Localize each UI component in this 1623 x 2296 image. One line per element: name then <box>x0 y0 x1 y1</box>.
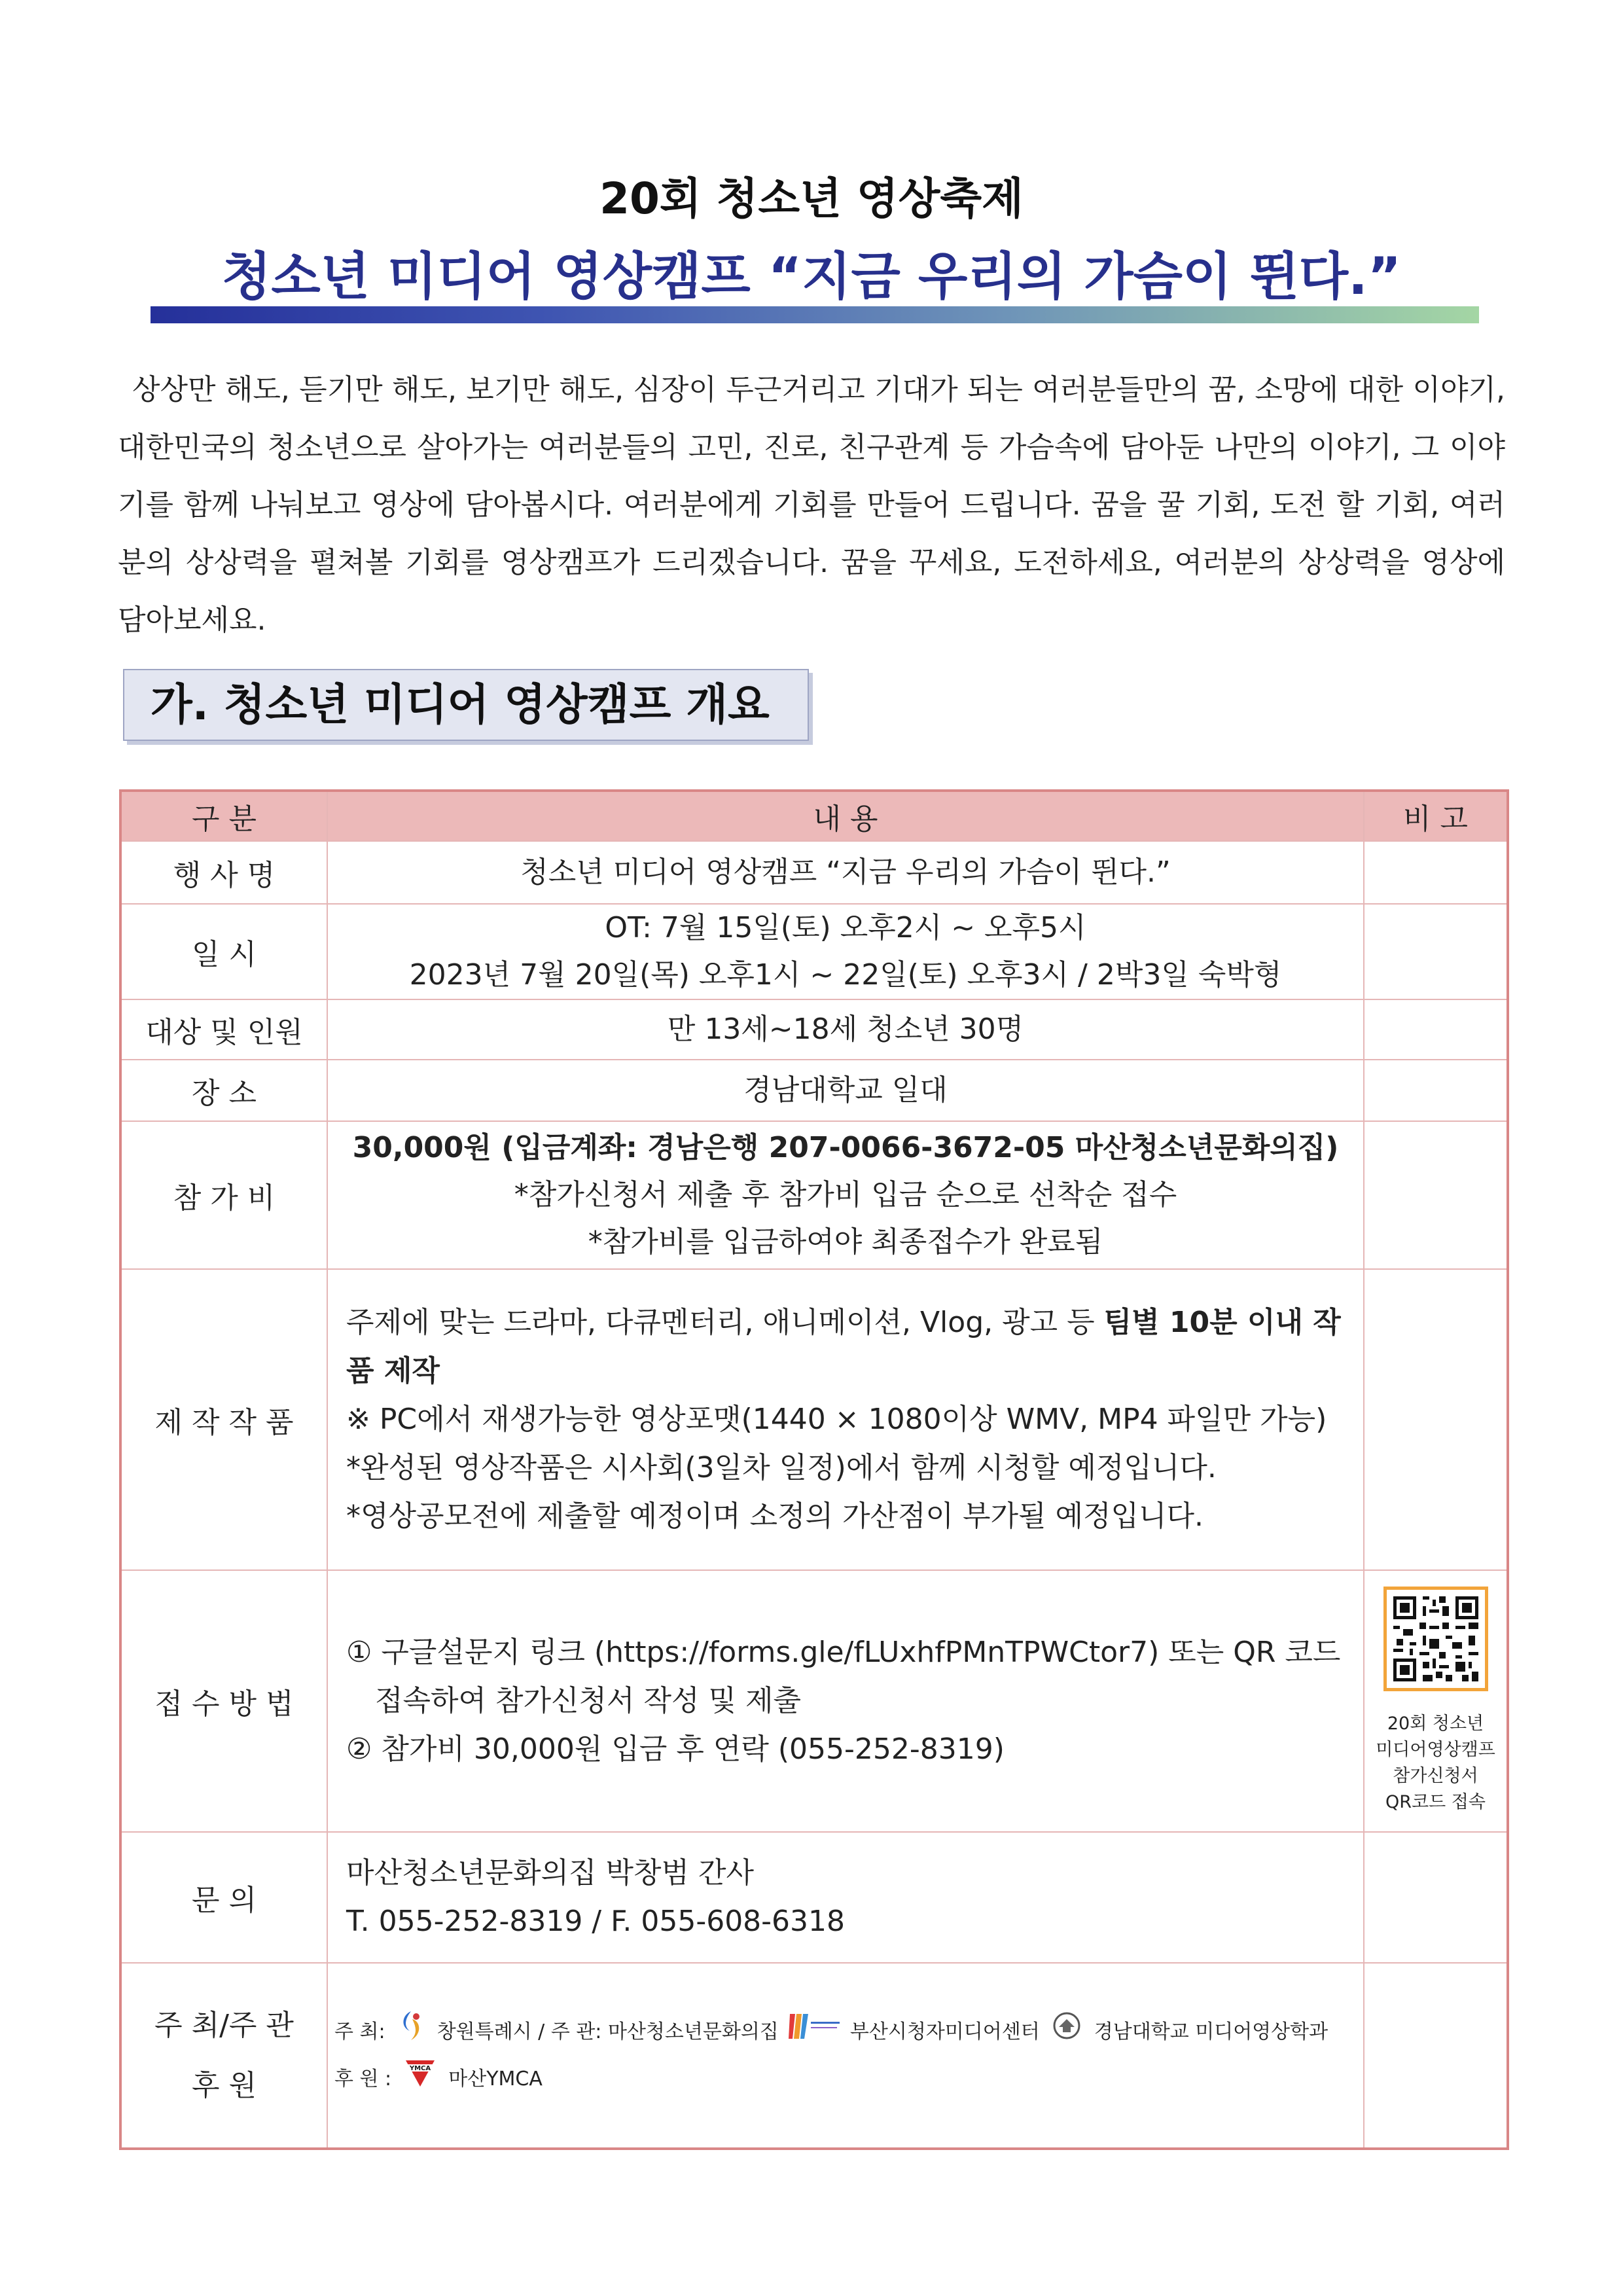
note-cell <box>1364 1963 1508 2149</box>
label-target: 대상 및 인원 <box>120 999 327 1060</box>
note-cell <box>1364 999 1508 1060</box>
label-place: 장 소 <box>120 1060 327 1121</box>
note-cell <box>1364 1121 1508 1269</box>
table-row-inquiry <box>120 1832 1508 1963</box>
overview-table <box>119 789 1509 2150</box>
section-heading: 가. 청소년 미디어 영상캠프 개요 <box>123 669 809 741</box>
label-sponsor: 후 원 <box>192 2068 257 2102</box>
table-row-organizers <box>120 1963 1508 2149</box>
schedule-ot: OT: 7월 15일(토) 오후2시 ~ 오후5시 <box>605 911 1086 944</box>
label-fee: 참 가 비 <box>120 1121 327 1269</box>
page-title: 20회 청소년 영상축제 <box>599 173 1024 224</box>
qr-caption-2: 미디어영상캠프 <box>1376 1740 1495 1760</box>
header-note: 비 고 <box>1364 791 1508 841</box>
inquiry-contact: 마산청소년문화의집 박창범 간사 <box>346 1856 755 1890</box>
media-center-logo-icon <box>786 2009 842 2056</box>
application-step-1: ① 구글설문지 링크 (https://forms.gle/fLUxhfPMnTPWCtor7) 또는 QR 코드 접속하여 참가신청서 작성 및 제출 <box>346 1636 1341 1717</box>
production-note-1: *완성된 영상작품은 시사회(3일차 일정)에서 함께 시청할 예정입니다. <box>346 1451 1217 1484</box>
qr-caption-1: 20회 청소년 <box>1387 1713 1484 1734</box>
table-header-row <box>120 791 1508 841</box>
inquiry-phone: T. 055-252-8319 / F. 055-608-6318 <box>346 1905 846 1938</box>
ymca-logo-icon <box>403 2056 437 2103</box>
intro-paragraph: 상상만 해도, 듣기만 해도, 보기만 해도, 심장이 두근거리고 기대가 되는 여러분들만의 꿈, 소망에 대한 이야기, 대한민국의 청소년으로 살아가는 여러분들의 고민, 진로, 친구관계 등 가슴속에 담아둔 나만의 이야기, 그 이야기를 함께 나눠보고 영상에 담아봅시다. 여러분에게 기회를 만들어 드립니다. 꿈을 꿀 기회, 도전 할 기회, 여러분의 상상력을 펼쳐볼 기회를 영상캠프가 드리겠습니다. 꿈을 꾸세요, 도전하세요, 여러분의 상상력을 영상에 담아보세요. <box>118 373 1506 637</box>
note-cell <box>1364 904 1508 999</box>
production-format: ※ PC에서 재생가능한 영상포맷(1440 × 1080이상 WMV, MP4 파일만 가능) <box>346 1403 1327 1436</box>
table-row-application <box>120 1570 1508 1832</box>
fee-note-1: *참가신청서 제출 후 참가비 입금 순으로 선착순 접수 <box>514 1178 1177 1211</box>
value-fee <box>327 1121 1364 1269</box>
schedule-camp: 2023년 7월 20일(목) 오후1시 ~ 22일(토) 오후3시 / 2박3일 숙박형 <box>409 958 1282 992</box>
title-gradient-bar <box>151 306 1479 323</box>
org-kyungnam-univ: 경남대학교 미디어영상학과 <box>1094 2020 1329 2043</box>
fee-note-2: *참가비를 입금하여야 최종접수가 완료됨 <box>588 1225 1103 1259</box>
value-target: 만 13세~18세 청소년 30명 <box>327 999 1364 1060</box>
svg-text:YMCA: YMCA <box>409 2064 431 2072</box>
host-name: 창원특례시 <box>437 2020 532 2043</box>
production-topic-text: 주제에 맞는 드라마, 다큐멘터리, 애니메이션, Vlog, 광고 등 <box>346 1306 1104 1339</box>
sponsor-ymca: 마산YMCA <box>448 2067 543 2090</box>
note-cell <box>1364 1269 1508 1570</box>
kyungnam-univ-emblem-icon <box>1051 2011 1082 2054</box>
label-production: 제 작 작 품 <box>120 1269 327 1570</box>
qr-block <box>1364 1587 1507 1816</box>
label-organizers <box>120 1963 327 2149</box>
application-step-2: ② 참가비 30,000원 입금 후 연락 (055-252-8319) <box>346 1732 1005 1766</box>
page-subtitle: 청소년 미디어 영상캠프 “지금 우리의 가슴이 뛴다.” <box>221 247 1402 306</box>
note-cell <box>1364 1832 1508 1963</box>
table-row-schedule <box>120 904 1508 999</box>
value-application <box>327 1570 1364 1832</box>
table-row-fee <box>120 1121 1508 1269</box>
table-row-production <box>120 1269 1508 1570</box>
qr-note-cell <box>1364 1570 1508 1832</box>
label-event-name: 행 사 명 <box>120 841 327 904</box>
organizer-line <box>328 2009 1363 2056</box>
label-application: 접 수 방 법 <box>120 1570 327 1832</box>
fee-account: 30,000원 (입금계좌: 경남은행 207-0066-3672-05 마산청소년문화의집) <box>352 1131 1339 1164</box>
qr-caption-3: 참가신청서 <box>1393 1766 1478 1786</box>
label-host: 주 최/주 관 <box>154 2008 294 2042</box>
qr-code-icon[interactable] <box>1383 1587 1488 1691</box>
table-row-event-name <box>120 841 1508 904</box>
value-organizers <box>327 1963 1364 2149</box>
label-schedule: 일 시 <box>120 904 327 999</box>
header-category: 구 분 <box>120 791 327 841</box>
value-place: 경남대학교 일대 <box>327 1060 1364 1121</box>
org-prefix: 주 관: <box>550 2020 602 2043</box>
sponsor-line <box>328 2056 1363 2103</box>
value-inquiry <box>327 1832 1364 1963</box>
separator: / <box>538 2020 545 2043</box>
value-event-name: 청소년 미디어 영상캠프 “지금 우리의 가슴이 뛴다.” <box>327 841 1364 904</box>
production-topic <box>346 1299 1357 1395</box>
value-schedule <box>327 904 1364 999</box>
production-rule: 팀별 10분 이내 작품 제작 <box>346 1306 1341 1388</box>
note-cell <box>1364 841 1508 904</box>
org-masan-youth-house: 마산청소년문화의집 <box>607 2020 779 2043</box>
table-row-target <box>120 999 1508 1060</box>
host-prefix: 주 최: <box>334 2020 385 2043</box>
header-content: 내 용 <box>327 791 1364 841</box>
changwon-logo-icon <box>397 2009 425 2056</box>
table-row-place <box>120 1060 1508 1121</box>
value-production <box>327 1269 1364 1570</box>
label-inquiry: 문 의 <box>120 1832 327 1963</box>
production-note-2: *영상공모전에 제출할 예정이며 소정의 가산점이 부가될 예정입니다. <box>346 1499 1204 1533</box>
org-busan-media-center: 부산시청자미디어센터 <box>849 2020 1040 2043</box>
note-cell <box>1364 1060 1508 1121</box>
sponsor-prefix: 후 원 : <box>334 2067 392 2090</box>
qr-caption-4: QR코드 접속 <box>1385 1792 1486 1812</box>
